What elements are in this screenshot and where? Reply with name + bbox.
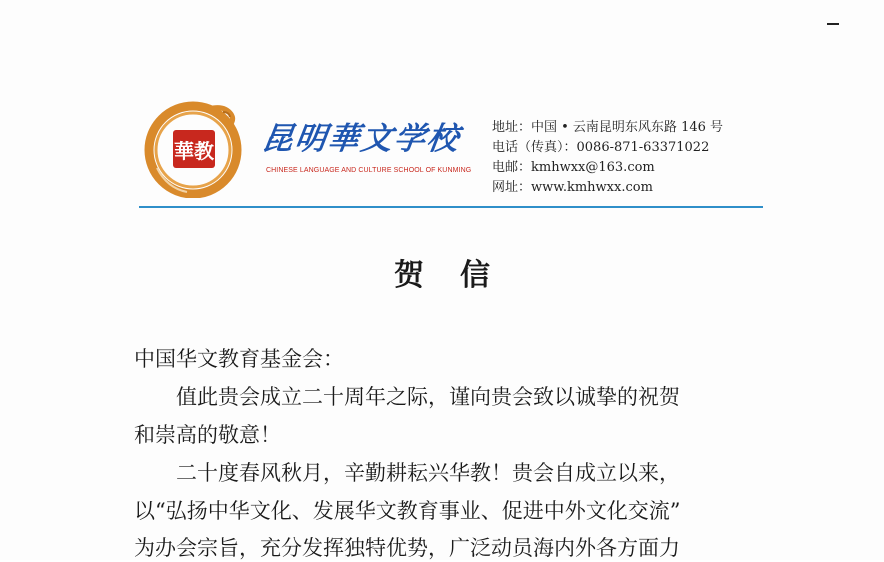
corner-mark: [827, 23, 839, 25]
address-line: 地址：中国 • 云南昆明东风东路 146 号: [492, 120, 724, 135]
email-line: 电邮：kmhwxx@163.com: [492, 160, 655, 175]
letterhead-divider: [139, 206, 763, 208]
school-name-cn: 昆明華文学校: [259, 121, 463, 157]
body-line: 为办会宗旨，充分发挥独特优势，广泛动员海内外各方面力: [134, 536, 680, 560]
body-line: 以“弘扬中华文化、发展华文教育事业、促进中外文化交流”: [134, 499, 681, 523]
salutation: 中国华文教育基金会：: [134, 347, 344, 371]
phone-line: 电话（传真）：0086-871-63371022: [492, 140, 710, 155]
school-name-en: CHINESE LANGUAGE AND CULTURE SCHOOL OF KUNMING: [266, 167, 472, 174]
school-logo-icon: [143, 98, 243, 198]
letter-title: 贺信: [394, 258, 526, 293]
contact-block: [492, 118, 762, 198]
body-line: 值此贵会成立二十周年之际，谨向贵会致以诚挚的祝贺: [176, 385, 680, 409]
logo-text: 華教: [174, 139, 214, 163]
website-line: 网址：www.kmhwxx.com: [492, 180, 653, 195]
body-line: 二十度春风秋月，辛勤耕耘兴华教！贵会自成立以来，: [176, 461, 680, 485]
body-line: 和崇高的敬意！: [134, 423, 281, 447]
